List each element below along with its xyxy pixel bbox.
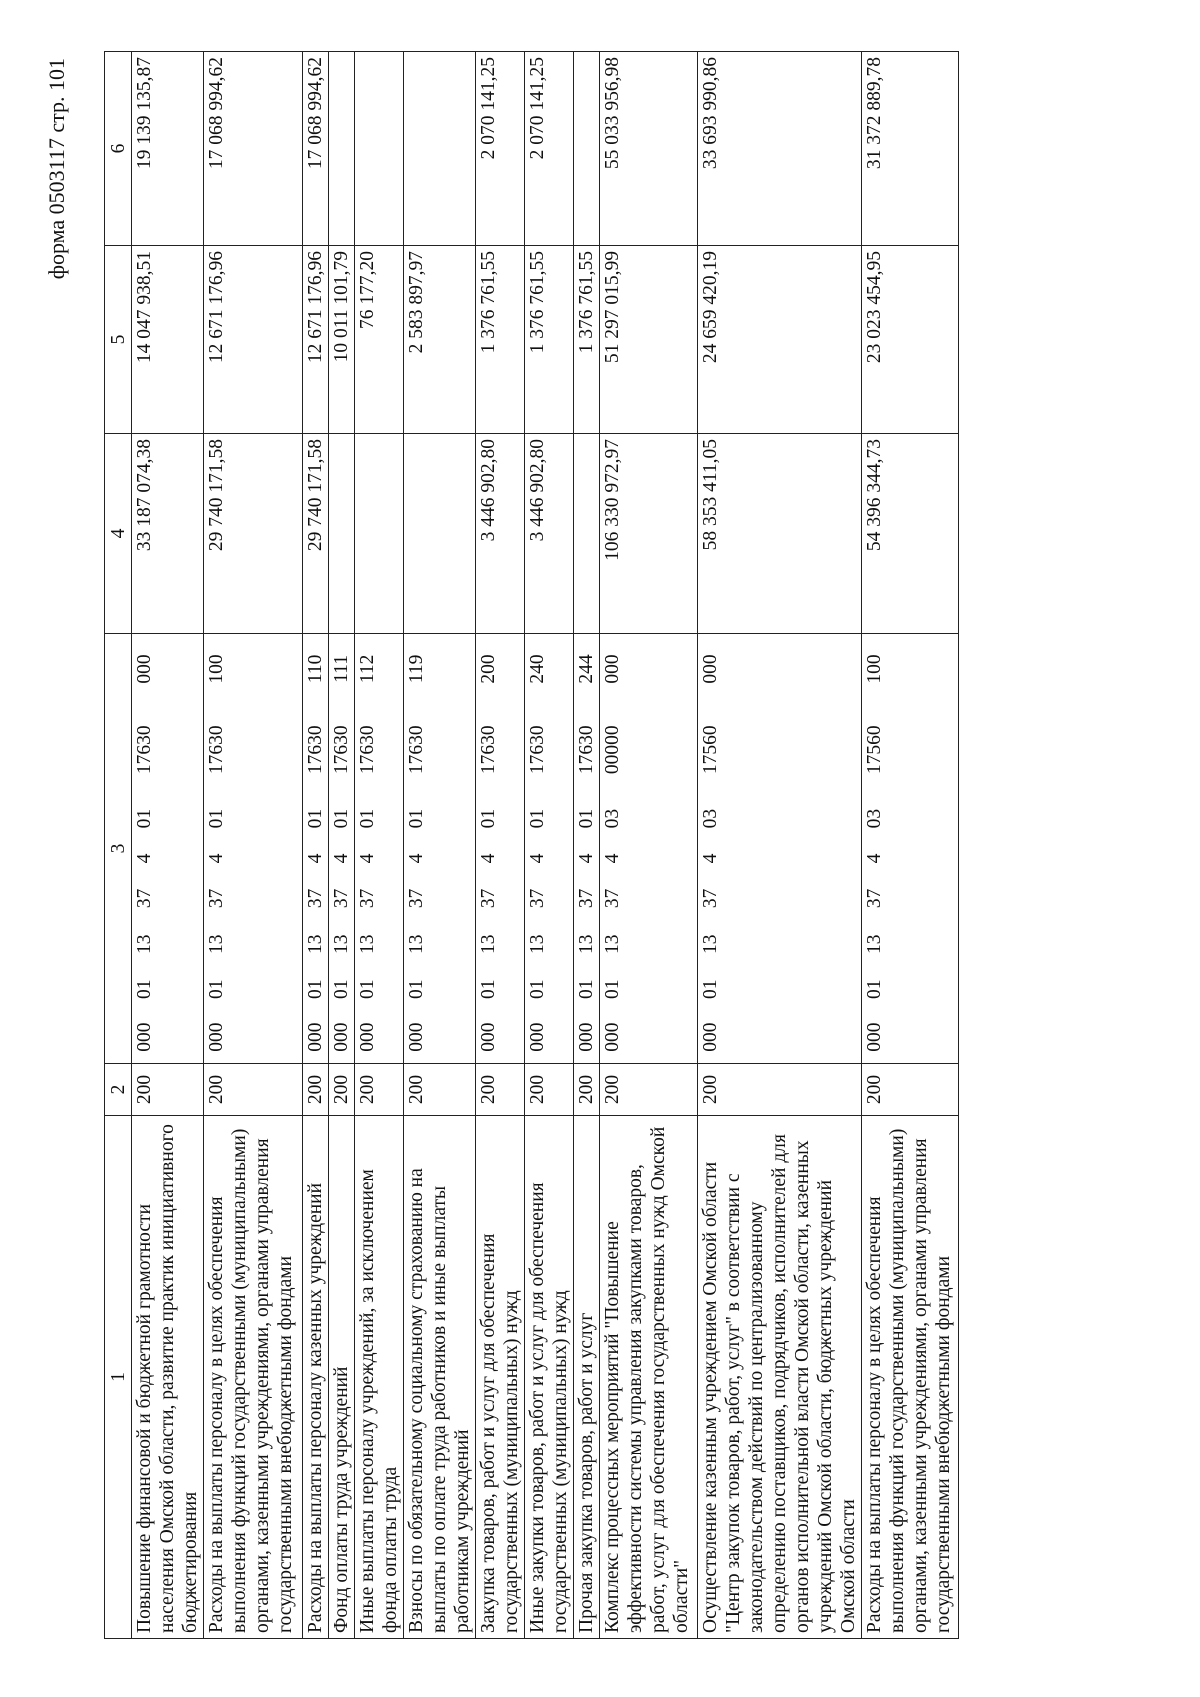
- code-segment: 4: [602, 853, 623, 864]
- column-number: 6: [105, 52, 132, 246]
- code-segment: 37: [357, 888, 378, 909]
- code-segment: 01: [357, 979, 378, 999]
- row-classification-code: [404, 634, 476, 1064]
- row-executed-amount: 1 376 761,55: [525, 246, 574, 434]
- row-line-code: 200: [355, 1064, 404, 1116]
- row-unexecuted-amount: 2 070 141,25: [476, 52, 525, 246]
- code-segment: 17630: [206, 725, 227, 775]
- code-segment: 37: [602, 888, 623, 909]
- row-name: Осуществление казенным учреждением Омской области "Центр закупок товаров, работ, услуг" в соответствии с законодательством действий по централизованному определению поставщиков, подрядчиков, исполнителей для органов исполнительной власти Омской области, казенных учреждений Омской области, бюджетных учреждений Омской области: [698, 1116, 862, 1639]
- row-name: Комплекс процессных мероприятий "Повышение эффективности системы управления закупками товаров, работ, услуг для обеспечения государственных нужд Омской области": [600, 1116, 698, 1639]
- row-line-code: 200: [476, 1064, 525, 1116]
- row-name: Фонд оплаты труда учреждений: [329, 1116, 355, 1639]
- code-segment: 03: [602, 808, 623, 829]
- column-number: 5: [105, 246, 132, 434]
- code-segment: 000: [134, 654, 155, 684]
- code-segment: 01: [602, 979, 623, 999]
- code-segment: 000: [602, 654, 623, 684]
- code-segment: 13: [206, 934, 227, 955]
- row-classification-code: [132, 634, 204, 1064]
- table-row: [303, 52, 329, 1639]
- row-line-code: 200: [404, 1064, 476, 1116]
- row-approved-amount: [329, 434, 355, 634]
- code-segment: 37: [206, 888, 227, 909]
- row-executed-amount: 51 297 015,99: [600, 246, 698, 434]
- table-row: [698, 52, 862, 1639]
- code-segment: 01: [527, 808, 548, 829]
- code-segment: 4: [576, 853, 597, 864]
- row-executed-amount: 1 376 761,55: [476, 246, 525, 434]
- row-name: Иные выплаты персоналу учреждений, за исключением фонда оплаты труда: [355, 1116, 404, 1639]
- code-segment: 13: [864, 934, 885, 955]
- row-name: Расходы на выплаты персоналу казенных учреждений: [303, 1116, 329, 1639]
- row-unexecuted-amount: [574, 52, 600, 246]
- row-name: Иные закупки товаров, работ и услуг для обеспечения государственных (муниципальных) нужд: [525, 1116, 574, 1639]
- code-segment: 13: [576, 934, 597, 955]
- row-executed-amount: 14 047 938,51: [132, 246, 204, 434]
- column-number: 3: [105, 634, 132, 1064]
- code-segment: 4: [206, 853, 227, 864]
- code-segment: 111: [331, 655, 352, 683]
- code-segment: 03: [864, 808, 885, 829]
- code-segment: 01: [864, 979, 885, 999]
- code-segment: 000: [331, 1022, 352, 1052]
- code-segment: 01: [305, 808, 326, 829]
- code-segment: 13: [134, 934, 155, 955]
- row-unexecuted-amount: 17 068 994,62: [303, 52, 329, 246]
- code-segment: 000: [700, 1022, 721, 1052]
- code-segment: 37: [700, 888, 721, 909]
- code-segment: 100: [864, 654, 885, 684]
- code-segment: 244: [576, 654, 597, 684]
- row-classification-code: [525, 634, 574, 1064]
- table-row: [525, 52, 574, 1639]
- code-segment: 01: [576, 808, 597, 829]
- code-segment: 37: [864, 888, 885, 909]
- code-segment: 4: [527, 853, 548, 864]
- code-segment: 37: [406, 888, 427, 909]
- code-segment: 17560: [700, 725, 721, 775]
- code-segment: 000: [700, 654, 721, 684]
- code-segment: 000: [527, 1022, 548, 1052]
- code-segment: 17630: [357, 725, 378, 775]
- code-segment: 01: [700, 979, 721, 999]
- row-unexecuted-amount: 19 139 135,87: [132, 52, 204, 246]
- code-segment: 37: [305, 888, 326, 909]
- code-segment: 000: [305, 1022, 326, 1052]
- row-classification-code: [303, 634, 329, 1064]
- row-approved-amount: [355, 434, 404, 634]
- row-line-code: 200: [574, 1064, 600, 1116]
- row-line-code: 200: [862, 1064, 959, 1116]
- code-segment: 13: [602, 934, 623, 955]
- code-segment: 112: [357, 654, 378, 684]
- code-segment: 01: [331, 808, 352, 829]
- row-approved-amount: 33 187 074,38: [132, 434, 204, 634]
- row-classification-code: [204, 634, 303, 1064]
- code-segment: 000: [406, 1022, 427, 1052]
- code-segment: 000: [357, 1022, 378, 1052]
- code-segment: 01: [576, 979, 597, 999]
- column-number: 1: [105, 1116, 132, 1639]
- code-segment: 03: [700, 808, 721, 829]
- code-segment: 4: [700, 853, 721, 864]
- row-executed-amount: 12 671 176,96: [303, 246, 329, 434]
- code-segment: 00000: [602, 725, 623, 775]
- table-row: [355, 52, 404, 1639]
- code-segment: 17630: [478, 725, 499, 775]
- code-segment: 37: [527, 888, 548, 909]
- row-name: Закупка товаров, работ и услуг для обеспечения государственных (муниципальных) нужд: [476, 1116, 525, 1639]
- row-unexecuted-amount: [329, 52, 355, 246]
- code-segment: 000: [478, 1022, 499, 1052]
- row-classification-code: [600, 634, 698, 1064]
- row-approved-amount: 29 740 171,58: [303, 434, 329, 634]
- row-classification-code: [698, 634, 862, 1064]
- code-segment: 000: [864, 1022, 885, 1052]
- code-segment: 200: [478, 654, 499, 684]
- code-segment: 01: [331, 979, 352, 999]
- row-name: Расходы на выплаты персоналу в целях обеспечения выполнения функций государственными (муниципальными) органами, казенными учреждениями, органами управления государственными внебюджетными фондами: [862, 1116, 959, 1639]
- code-segment: 01: [134, 979, 155, 999]
- table-row: [132, 52, 204, 1639]
- row-line-code: 200: [698, 1064, 862, 1116]
- code-segment: 4: [331, 853, 352, 864]
- code-segment: 17560: [864, 725, 885, 775]
- code-segment: 13: [406, 934, 427, 955]
- row-unexecuted-amount: 55 033 956,98: [600, 52, 698, 246]
- code-segment: 01: [527, 979, 548, 999]
- row-classification-code: [476, 634, 525, 1064]
- code-segment: 4: [406, 853, 427, 864]
- row-executed-amount: 10 011 101,79: [329, 246, 355, 434]
- code-segment: 01: [305, 979, 326, 999]
- row-executed-amount: 76 177,20: [355, 246, 404, 434]
- code-segment: 13: [357, 934, 378, 955]
- table-row: [574, 52, 600, 1639]
- row-unexecuted-amount: 2 070 141,25: [525, 52, 574, 246]
- row-classification-code: [862, 634, 959, 1064]
- table-row: [204, 52, 303, 1639]
- code-segment: 000: [206, 1022, 227, 1052]
- column-number: 4: [105, 434, 132, 634]
- table-row: [476, 52, 525, 1639]
- code-segment: 13: [305, 934, 326, 955]
- code-segment: 4: [134, 853, 155, 864]
- code-segment: 37: [331, 888, 352, 909]
- code-segment: 119: [406, 654, 427, 684]
- code-segment: 17630: [406, 725, 427, 775]
- row-line-code: 200: [600, 1064, 698, 1116]
- code-segment: 13: [331, 934, 352, 955]
- code-segment: 13: [478, 934, 499, 955]
- row-unexecuted-amount: [355, 52, 404, 246]
- expenditure-table: [104, 51, 959, 1639]
- table-row: [862, 52, 959, 1639]
- code-segment: 01: [406, 979, 427, 999]
- code-segment: 01: [206, 979, 227, 999]
- code-segment: 110: [305, 654, 326, 684]
- table-row: [600, 52, 698, 1639]
- row-name: Расходы на выплаты персоналу в целях обеспечения выполнения функций государственными (муниципальными) органами, казенными учреждениями, органами управления государственными внебюджетными фондами: [204, 1116, 303, 1639]
- column-number-row: [105, 52, 132, 1639]
- code-segment: 01: [478, 808, 499, 829]
- code-segment: 17630: [527, 725, 548, 775]
- row-unexecuted-amount: 31 372 889,78: [862, 52, 959, 246]
- code-segment: 100: [206, 654, 227, 684]
- row-approved-amount: 3 446 902,80: [476, 434, 525, 634]
- row-executed-amount: 12 671 176,96: [204, 246, 303, 434]
- code-segment: 000: [134, 1022, 155, 1052]
- code-segment: 17630: [305, 725, 326, 775]
- row-executed-amount: 1 376 761,55: [574, 246, 600, 434]
- code-segment: 37: [478, 888, 499, 909]
- row-name: Повышение финансовой и бюджетной грамотности населения Омской области, развитие практик инициативного бюджетирования: [132, 1116, 204, 1639]
- table-row: [404, 52, 476, 1639]
- code-segment: 000: [602, 1022, 623, 1052]
- code-segment: 17630: [134, 725, 155, 775]
- code-segment: 01: [406, 808, 427, 829]
- row-classification-code: [329, 634, 355, 1064]
- row-executed-amount: 2 583 897,97: [404, 246, 476, 434]
- row-name: Взносы по обязательному социальному страхованию на выплаты по оплате труда работников и иные выплаты работникам учреждений: [404, 1116, 476, 1639]
- row-unexecuted-amount: [404, 52, 476, 246]
- code-segment: 01: [357, 808, 378, 829]
- code-segment: 000: [576, 1022, 597, 1052]
- code-segment: 01: [206, 808, 227, 829]
- code-segment: 37: [134, 888, 155, 909]
- code-segment: 17630: [576, 725, 597, 775]
- row-unexecuted-amount: 33 693 990,86: [698, 52, 862, 246]
- table-row: [329, 52, 355, 1639]
- code-segment: 13: [700, 934, 721, 955]
- code-segment: 4: [478, 853, 499, 864]
- row-approved-amount: 3 446 902,80: [525, 434, 574, 634]
- column-number: 2: [105, 1064, 132, 1116]
- row-line-code: 200: [329, 1064, 355, 1116]
- code-segment: 240: [527, 654, 548, 684]
- row-unexecuted-amount: 17 068 994,62: [204, 52, 303, 246]
- row-line-code: 200: [204, 1064, 303, 1116]
- row-line-code: 200: [132, 1064, 204, 1116]
- row-classification-code: [574, 634, 600, 1064]
- row-approved-amount: [404, 434, 476, 634]
- code-segment: 01: [478, 979, 499, 999]
- row-executed-amount: 23 023 454,95: [862, 246, 959, 434]
- form-label: форма 0503117 стр. 101: [44, 58, 69, 280]
- row-approved-amount: 29 740 171,58: [204, 434, 303, 634]
- code-segment: 13: [527, 934, 548, 955]
- code-segment: 4: [305, 853, 326, 864]
- row-name: Прочая закупка товаров, работ и услуг: [574, 1116, 600, 1639]
- code-segment: 4: [357, 853, 378, 864]
- row-approved-amount: 106 330 972,97: [600, 434, 698, 634]
- code-segment: 17630: [331, 725, 352, 775]
- row-approved-amount: [574, 434, 600, 634]
- row-line-code: 200: [525, 1064, 574, 1116]
- row-classification-code: [355, 634, 404, 1064]
- row-approved-amount: 54 396 344,73: [862, 434, 959, 634]
- row-approved-amount: 58 353 411,05: [698, 434, 862, 634]
- code-segment: 01: [134, 808, 155, 829]
- code-segment: 4: [864, 853, 885, 864]
- code-segment: 37: [576, 888, 597, 909]
- row-executed-amount: 24 659 420,19: [698, 246, 862, 434]
- row-line-code: 200: [303, 1064, 329, 1116]
